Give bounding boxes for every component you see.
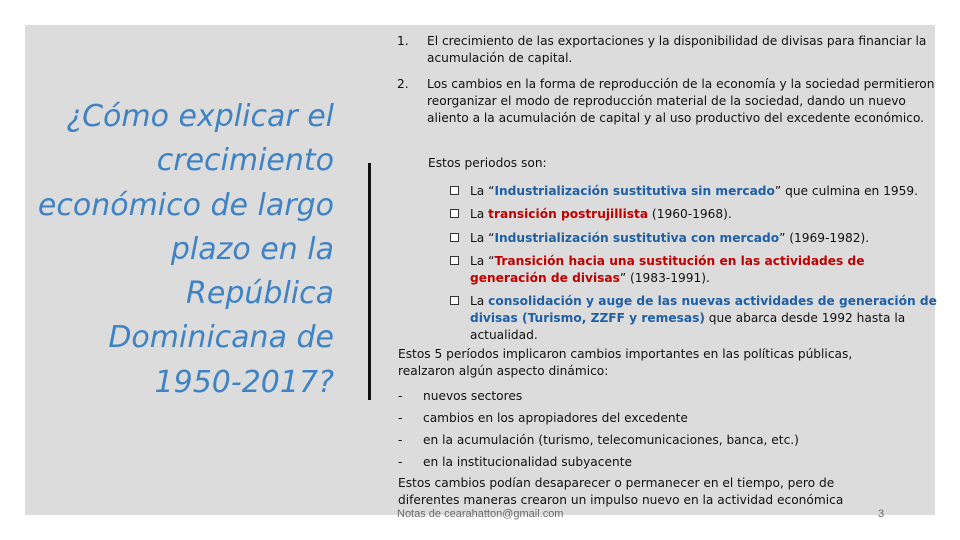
slide-title: ¿Cómo explicar el crecimiento económico de largo plazo en la República Dominicana de 1950-2017?	[37, 99, 334, 400]
dynamics-item	[398, 407, 799, 429]
period-post: ” (1969-1982).	[779, 230, 870, 245]
period-item	[448, 230, 938, 247]
dynamics-item	[398, 451, 799, 473]
period-pre: La	[470, 294, 489, 309]
dynamics-item	[398, 385, 799, 407]
periods-intro: Estos periodos son:	[428, 156, 547, 170]
page-number: 3	[878, 508, 885, 520]
dynamics-list	[398, 385, 799, 473]
period-pre: La “	[470, 230, 495, 245]
checkbox-square-icon	[450, 233, 459, 242]
item-text: El crecimiento de las exportaciones y la disponibilidad de divisas para financiar la acumulación de capital.	[427, 34, 927, 65]
period-pre: La “	[470, 253, 495, 268]
period-post: ” (1983-1991).	[619, 270, 710, 285]
period-pre: La “	[470, 184, 495, 198]
checkbox-square-icon	[450, 256, 459, 265]
periods-list	[448, 183, 938, 350]
dynamics-text: nuevos sectores	[423, 389, 523, 403]
dynamics-text: en la institucionalidad subyacente	[423, 455, 632, 469]
item-number: 1.	[397, 34, 409, 48]
vertical-divider	[368, 163, 371, 400]
closing-text: Estos cambios podían desaparecer o permanecer en el tiempo, pero de diferentes maneras crearon un impulso nuevo en la actividad económica	[398, 476, 844, 507]
checkbox-square-icon	[450, 296, 459, 305]
dynamics-item	[398, 429, 799, 451]
checkbox-square-icon	[450, 209, 459, 218]
dynamics-text: en la acumulación (turismo, telecomunicaciones, banca, etc.)	[423, 433, 799, 447]
period-post: (1960-1968).	[648, 207, 732, 222]
period-item	[448, 293, 938, 344]
dash-marker: -	[398, 389, 403, 403]
dash-marker: -	[398, 411, 403, 425]
period-highlight: transición postrujillista	[488, 207, 649, 222]
period-post: ” que culmina en 1959.	[774, 184, 919, 198]
dash-marker: -	[398, 433, 403, 447]
period-highlight: Transición hacia una sustitución en las actividades de generación de divisas	[470, 253, 865, 285]
item-number: 2.	[397, 77, 409, 91]
numbered-item-1	[397, 33, 937, 67]
numbered-item-2	[397, 76, 937, 127]
period-highlight: consolidación y auge de las nuevas actividades de generación de divisas (Turismo, ZZFF y remesas)	[470, 294, 937, 326]
dynamics-text: cambios en los apropiadores del excedente	[423, 411, 688, 425]
period-highlight: Industrialización sustitutiva con mercado	[494, 230, 780, 245]
footer-note: Notas de cearahatton@gmail.com	[397, 508, 564, 520]
item-text: Los cambios en la forma de reproducción de la economía y la sociedad permitieron reorganizar el modo de reproducción material de la sociedad, dando un nuevo aliento a la acumulación de capital y al uso productivo del excedente económico.	[427, 77, 935, 125]
dash-marker: -	[398, 455, 403, 469]
period-post: que abarca desde 1992 hasta la actualidad.	[470, 311, 906, 343]
period-highlight: Industrialización sustitutiva sin mercado	[494, 184, 775, 198]
numbered-list	[397, 33, 937, 127]
period-item	[448, 183, 938, 200]
checkbox-square-icon	[450, 186, 459, 195]
period-item	[448, 253, 938, 287]
period-item	[448, 206, 938, 223]
summary-text: Estos 5 períodos implicaron cambios importantes en las políticas públicas, realzaron algún aspecto dinámico:	[398, 347, 853, 378]
period-pre: La	[470, 207, 489, 222]
